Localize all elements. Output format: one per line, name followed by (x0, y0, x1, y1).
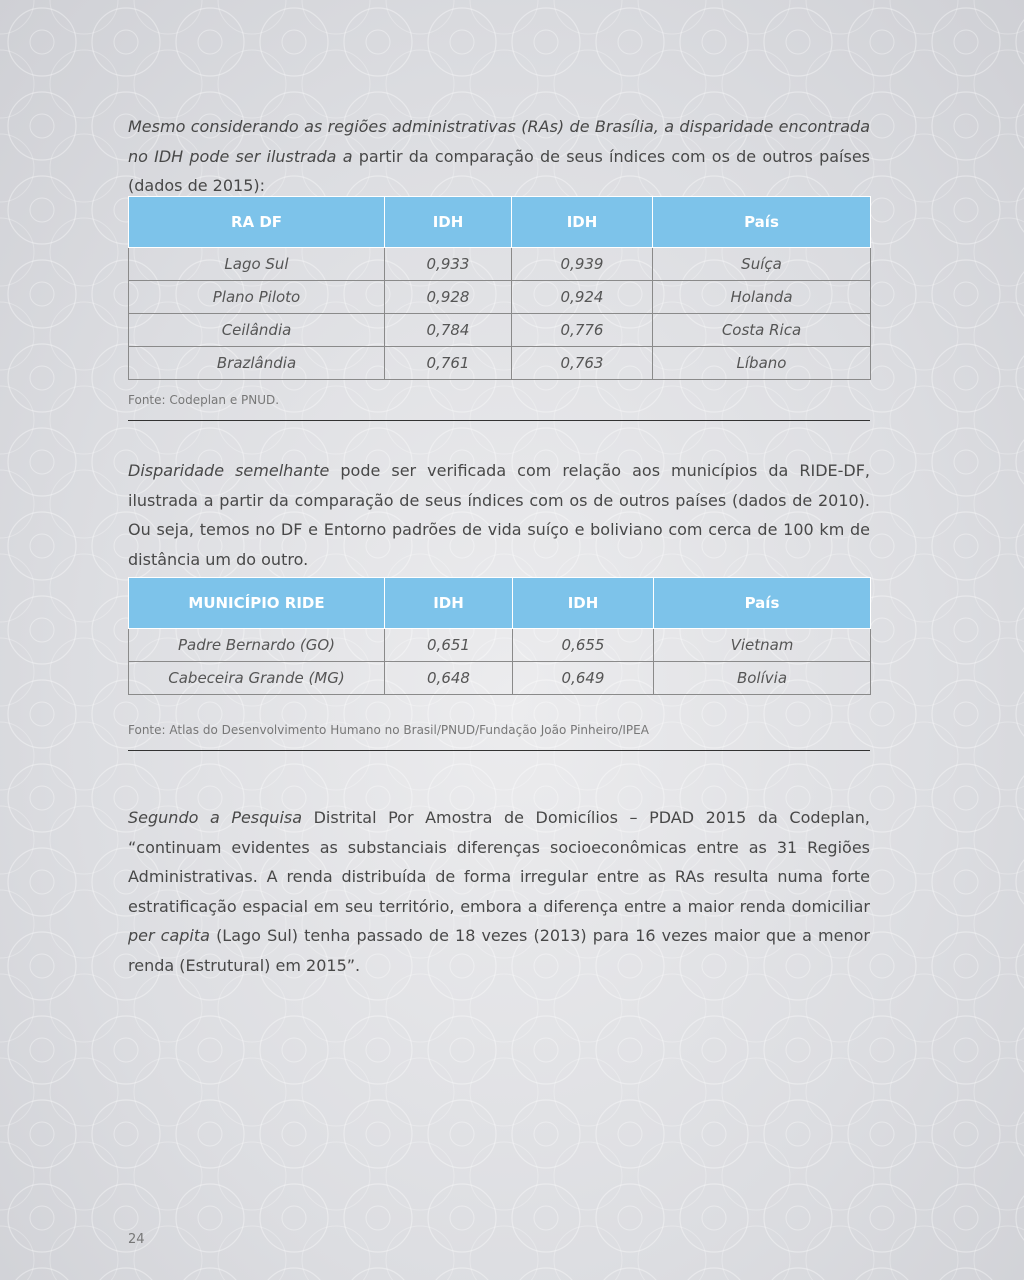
header-pais: País (654, 578, 871, 629)
table-row (129, 281, 871, 314)
table2-source: Fonte: Atlas do Desenvolvimento Humano no Brasil/PNUD/Fundação João Pinheiro/IPEA (128, 723, 649, 737)
header-municipio: MUNICÍPIO RIDE (129, 578, 385, 629)
para2-rest: pode ser verificada com relação aos municípios da RIDE-DF, ilustrada a partir da comparação de seus índices com os de outros países (dados de 2010). Ou seja, temos no DF e Entorno padrões de vida suíço e boliviano com cerca de 100 km de distância um do outro. (128, 461, 871, 569)
intro-italic: Mesmo considerando as regiões administrativas (RAs) de Brasília, a disparidade encontrada no IDH pode ser ilustrada a (128, 117, 870, 166)
table1-source-block (128, 393, 870, 407)
cell-ra: Ceilândia (129, 314, 385, 347)
header-idh-1: IDH (385, 578, 513, 629)
table-ra-df (128, 196, 870, 380)
table1-source: Fonte: Codeplan e PNUD. (128, 393, 280, 407)
para3-end: (Lago Sul) tenha passado de 18 vezes (2013) para 16 vezes maior que a menor renda (Estrutural) em 2015”. (128, 926, 870, 975)
para3-block (128, 803, 870, 980)
idh-table-ride (128, 577, 871, 695)
para2-italic: Disparidade semelhante (128, 461, 330, 480)
header-idh-2: IDH (512, 197, 653, 248)
cell-idh-ra: 0,933 (385, 248, 512, 281)
intro-paragraph (128, 112, 870, 201)
cell-idh-ra: 0,928 (385, 281, 512, 314)
header-idh-1: IDH (385, 197, 512, 248)
idh-table-ra (128, 196, 871, 380)
header-ra-df: RA DF (129, 197, 385, 248)
para3-mid: Distrital Por Amostra de Domicílios – PDAD 2015 da Codeplan, “continuam evidentes as substanciais diferenças socioeconômicas entre as 31 Regiões Administrativas. A renda distribuída de forma irregular entre as RAs resulta numa forte estratificação espacial em seu território, embora a diferença entre a maior renda domiciliar (128, 808, 870, 916)
table-header-row (129, 197, 871, 248)
cell-municipio: Padre Bernardo (GO) (129, 629, 385, 662)
cell-idh-municipio: 0,651 (385, 629, 513, 662)
intro-paragraph-block (128, 112, 870, 201)
page-number: 24 (128, 1232, 145, 1247)
cell-pais: Líbano (653, 347, 871, 380)
cell-ra: Brazlândia (129, 347, 385, 380)
cell-pais: Bolívia (654, 662, 871, 695)
cell-municipio: Cabeceira Grande (MG) (129, 662, 385, 695)
table-row (129, 248, 871, 281)
header-idh-2: IDH (513, 578, 654, 629)
table-row (129, 314, 871, 347)
para2-block (128, 456, 870, 574)
para2 (128, 456, 870, 574)
header-pais: País (653, 197, 871, 248)
cell-idh-pais: 0,655 (513, 629, 654, 662)
cell-pais: Vietnam (654, 629, 871, 662)
table-row (129, 629, 871, 662)
para3 (128, 803, 870, 980)
cell-idh-ra: 0,784 (385, 314, 512, 347)
divider-2 (128, 750, 870, 751)
cell-idh-municipio: 0,648 (385, 662, 513, 695)
table-row (129, 662, 871, 695)
cell-ra: Plano Piloto (129, 281, 385, 314)
para3-italic2: per capita (128, 926, 210, 945)
cell-ra: Lago Sul (129, 248, 385, 281)
cell-pais: Costa Rica (653, 314, 871, 347)
table-header-row (129, 578, 871, 629)
cell-pais: Holanda (653, 281, 871, 314)
cell-idh-pais: 0,939 (512, 248, 653, 281)
cell-idh-pais: 0,763 (512, 347, 653, 380)
cell-idh-pais: 0,649 (513, 662, 654, 695)
cell-pais: Suíça (653, 248, 871, 281)
divider-1 (128, 420, 870, 421)
cell-idh-pais: 0,776 (512, 314, 653, 347)
para3-italic: Segundo a Pesquisa (128, 808, 303, 827)
cell-idh-pais: 0,924 (512, 281, 653, 314)
table2-source-block (128, 723, 870, 737)
intro-rest: partir da comparação de seus índices com os de outros países (dados de 2015): (128, 146, 870, 195)
table-row (129, 347, 871, 380)
cell-idh-ra: 0,761 (385, 347, 512, 380)
table-municipio-ride (128, 577, 870, 695)
